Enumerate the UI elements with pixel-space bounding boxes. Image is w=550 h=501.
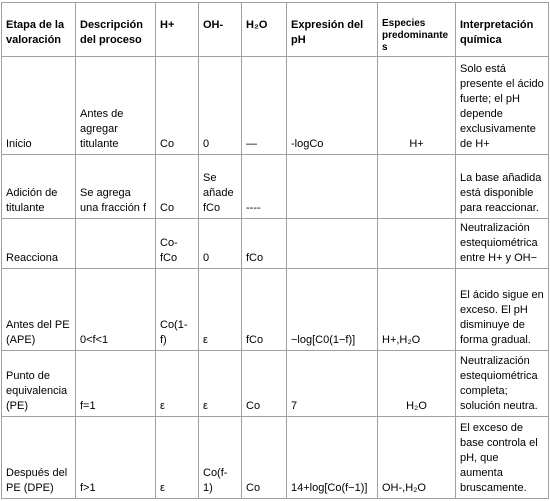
cell-h2o: fCo [242,219,287,269]
cell-expresion: −log[C0(1−f)] [287,269,378,351]
cell-descripcion: Se agrega una fracción f [76,155,156,219]
cell-especies [378,219,456,269]
cell-interpretacion: El exceso de base controla el pH, que aumenta bruscamente. [456,417,549,499]
cell-oh: 0 [199,219,242,269]
cell-oh: ε [199,351,242,417]
cell-descripcion: Antes de agregar titulante [76,57,156,155]
header-especies: Especies predominante s [378,3,456,57]
cell-etapa: Punto de equivalencia (PE) [2,351,76,417]
cell-expresion: 14+log[Co(f−1)] [287,417,378,499]
cell-especies: H+ [378,57,456,155]
cell-oh: Co(f-1) [199,417,242,499]
header-descripcion: Descripción del proceso [76,3,156,57]
cell-h: Co [156,155,199,219]
cell-oh: 0 [199,57,242,155]
header-etapa: Etapa de la valoración [2,3,76,57]
header-h2o: H₂O [242,3,287,57]
cell-especies [378,155,456,219]
cell-expresion: -logCo [287,57,378,155]
cell-expresion [287,155,378,219]
cell-interpretacion: Neutralización estequiométrica entre H+ y OH− [456,219,549,269]
header-row [2,3,549,57]
table-row [2,57,549,155]
header-h: H+ [156,3,199,57]
cell-etapa: Después del PE (DPE) [2,417,76,499]
cell-interpretacion: El ácido sigue en exceso. El pH disminuye de forma gradual. [456,269,549,351]
cell-etapa: Antes del PE (APE) [2,269,76,351]
cell-interpretacion: Solo está presente el ácido fuerte; el pH depende exclusivamente de H+ [456,57,549,155]
header-interpretacion: Interpretación química [456,3,549,57]
cell-oh: Se añade fCo [199,155,242,219]
cell-interpretacion: Neutralización estequiométrica completa; solución neutra. [456,351,549,417]
cell-h2o: fCo [242,269,287,351]
cell-especies: H+,H₂O [378,269,456,351]
cell-expresion: 7 [287,351,378,417]
table-row [2,269,549,351]
cell-especies: OH-,H₂O [378,417,456,499]
cell-etapa: Reacciona [2,219,76,269]
table-row [2,219,549,269]
cell-h: Co-fCo [156,219,199,269]
table-row [2,351,549,417]
cell-h2o: Co [242,417,287,499]
cell-h: ε [156,417,199,499]
cell-descripcion: 0<f<1 [76,269,156,351]
cell-h: Co [156,57,199,155]
cell-h2o: Co [242,351,287,417]
cell-descripcion: f=1 [76,351,156,417]
cell-interpretacion: La base añadida está disponible para reaccionar. [456,155,549,219]
titration-table [1,2,549,499]
cell-h2o: ---- [242,155,287,219]
cell-etapa: Adición de titulante [2,155,76,219]
table-row [2,155,549,219]
cell-descripcion: f>1 [76,417,156,499]
cell-especies: H₂O [378,351,456,417]
table-row [2,417,549,499]
cell-h: ε [156,351,199,417]
cell-expresion [287,219,378,269]
cell-oh: ε [199,269,242,351]
cell-h2o: — [242,57,287,155]
cell-etapa: Inicio [2,57,76,155]
header-oh: OH- [199,3,242,57]
header-expresion: Expresión del pH [287,3,378,57]
cell-h: Co(1-f) [156,269,199,351]
cell-descripcion [76,219,156,269]
